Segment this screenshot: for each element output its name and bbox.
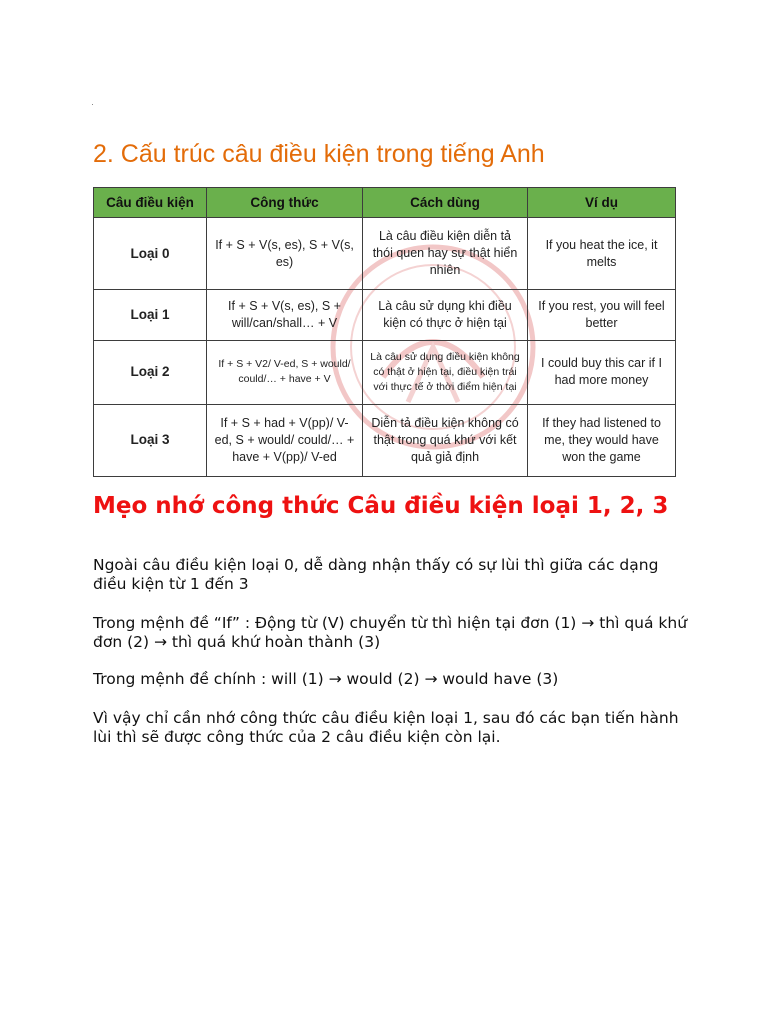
table-row (94, 218, 676, 290)
table-row (94, 340, 676, 404)
formula-cell: If + S + had + V(pp)/ V-ed, S + would/ could/… + have + V(pp)/ V-ed (207, 404, 363, 476)
example-cell: If you heat the ice, it melts (528, 218, 676, 290)
tips-heading: Mẹo nhớ công thức Câu điều kiện loại 1, 2, 3 (93, 493, 669, 519)
header-cell-example: Ví dụ (528, 188, 676, 218)
usage-cell: Diễn tả điều kiện không có thật trong quá khứ với kết quả giả định (363, 404, 528, 476)
type-cell: Loại 0 (94, 218, 207, 290)
type-cell: Loại 2 (94, 340, 207, 404)
usage-cell: Là câu điều kiện diễn tả thói quen hay sự thật hiển nhiên (363, 218, 528, 290)
table-row (94, 290, 676, 340)
tips-paragraph-1: Ngoài câu điều kiện loại 0, dễ dàng nhận thấy có sự lùi thì giữa các dạng điều kiện từ 1 đến 3 (93, 556, 659, 594)
example-cell: If you rest, you will feel better (528, 290, 676, 340)
page-dot (92, 104, 93, 105)
formula-cell: If + S + V(s, es), S + will/can/shall… + V (207, 290, 363, 340)
type-cell: Loại 1 (94, 290, 207, 340)
example-cell: If they had listened to me, they would have won the game (528, 404, 676, 476)
table-row (94, 404, 676, 476)
usage-cell: Là câu sử dụng khi điều kiện có thực ở hiện tại (363, 290, 528, 340)
usage-cell: Là câu sử dụng điều kiện không có thật ở hiện tại, điều kiện trái với thực tế ở thời điểm hiện tại (363, 340, 528, 404)
formula-cell: If + S + V2/ V-ed, S + would/ could/… + have + V (207, 340, 363, 404)
tips-paragraph-3: Trong mệnh đề chính : will (1) → would (2) → would have (3) (93, 670, 559, 688)
example-cell: I could buy this car if I had more money (528, 340, 676, 404)
header-cell-type: Câu điều kiện (94, 188, 207, 218)
section-heading: 2. Cấu trúc câu điều kiện trong tiếng Anh (93, 140, 545, 168)
tips-paragraph-4: Vì vậy chỉ cần nhớ công thức câu điều kiện loại 1, sau đó các bạn tiến hành lùi thì sẽ được công thức của 2 câu điều kiện còn lại. (93, 709, 679, 747)
formula-cell: If + S + V(s, es), S + V(s, es) (207, 218, 363, 290)
conditional-table (93, 187, 676, 477)
header-cell-usage: Cách dùng (363, 188, 528, 218)
header-cell-formula: Công thức (207, 188, 363, 218)
type-cell: Loại 3 (94, 404, 207, 476)
table-header-row (94, 188, 676, 218)
conditional-table-container (93, 187, 675, 477)
tips-paragraph-2: Trong mệnh đề “If” : Động từ (V) chuyển từ thì hiện tại đơn (1) → thì quá khứ đơn (2) → thì quá khứ hoàn thành (3) (93, 614, 688, 652)
